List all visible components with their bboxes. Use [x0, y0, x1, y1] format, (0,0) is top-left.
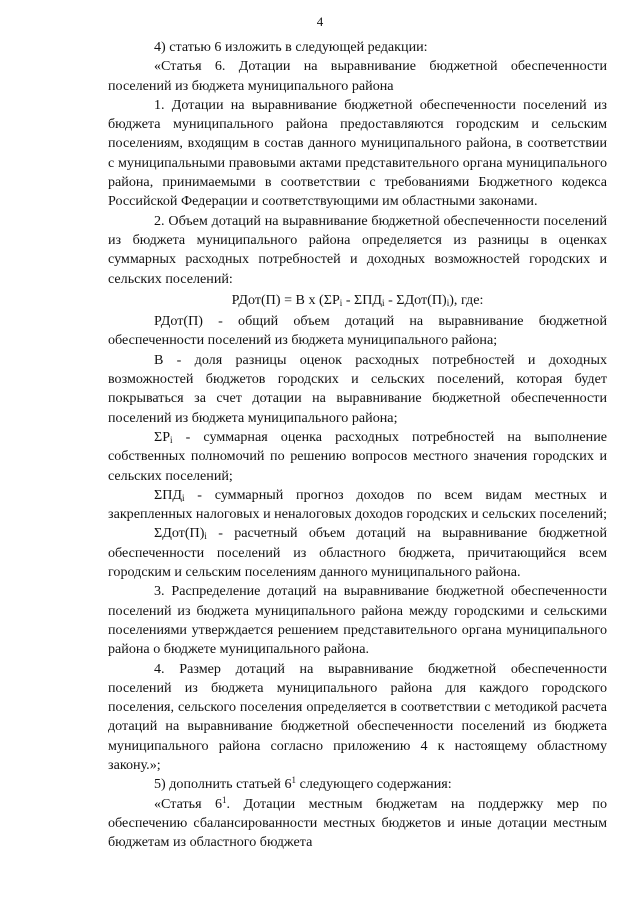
definition-sum-dot: $\Sigma Дот(П)_i$ - расчетный объем дотаций на выравнивание бюджетной обеспеченности поселений из областного бюджета, причитающийся всем городским и сельским поселениям данного муниципального района. [108, 525, 607, 581]
article-6-paragraph-4: 4. Размер дотаций на выравнивание бюджетной обеспеченности поселений из бюджета муниципального района для каждого городского поселения, сельского поселения определяется в соответствии с методикой расчета дотаций на выравнивание бюджетной обеспеченности поселений из бюджета муниципального района согласно приложению 4 к настоящему областному закону.»; [108, 660, 607, 773]
document-body [108, 38, 607, 852]
article-6-paragraph-3: 3. Распределение дотаций на выравнивание бюджетной обеспеченности поселений из бюджета муниципального района между городскими и сельскими поселениями утверждается решением представительного органа муниципального района о бюджете муниципального района. [108, 583, 607, 658]
definition-b: В - доля разницы оценок расходных потребностей и доходных возможностей бюджетов городских и сельских поселений, которая будет покрываться за счет дотации на выравнивание бюджетной обеспеченности поселений из бюджета муниципального района; [108, 351, 607, 426]
article-6-paragraph-1: 1. Дотации на выравнивание бюджетной обеспеченности поселений из бюджета муниципального района предоставляются городским и сельским поселениям, входящим в состав данного муниципального района, в соответствии с муниципальными правовыми актами представительного органа муниципального района, принимаемыми в соответствии с требованиями Бюджетного кодекса Российской Федерации и соответствующими им областными законами. [108, 96, 607, 210]
page-number: 4 [316, 14, 324, 29]
article-6-1-heading: «Статья $6^1$. Дотации местным бюджетам на поддержку мер по обеспечению сбалансированности местных бюджетов и иные дотации местным бюджетам из областного бюджета [108, 794, 607, 851]
definition-sum-r: $\Sigma Р_i$ - суммарная оценка расходных потребностей на выполнение собственных полномочий по решению вопросов местного значения городских и сельских поселений; [108, 428, 607, 484]
definition-sum-pd: $\Sigma ПД_i$ - суммарный прогноз доходов по всем видам местных и закрепленных налоговых и неналоговых доходов городских и сельских поселений; [108, 486, 607, 523]
article-6-heading: «Статья 6. Дотации на выравнивание бюджетной обеспеченности поселений из бюджета муниципального района [108, 58, 607, 94]
amendment-item-5: 5) дополнить статьей $6^1$ следующего содержания: [154, 775, 452, 793]
article-6-paragraph-2: 2. Объем дотаций на выравнивание бюджетной обеспеченности поселений из бюджета муниципального района определяется из разницы в оценках суммарных расходных потребностей и доходных возможностей городских и сельских поселений: [108, 212, 607, 287]
amendment-item-4: 4) статью 6 изложить в следующей редакции: [154, 39, 428, 55]
definition-rdot: РДот(П) - общий объем дотаций на выравнивание бюджетной обеспеченности поселений из бюджета муниципального района; [108, 313, 607, 349]
formula: РДот(П) = В х $(\Sigma Р_i - \Sigma ПД_i - \Sigma Дот(П)_i)$, где: [231, 291, 484, 308]
